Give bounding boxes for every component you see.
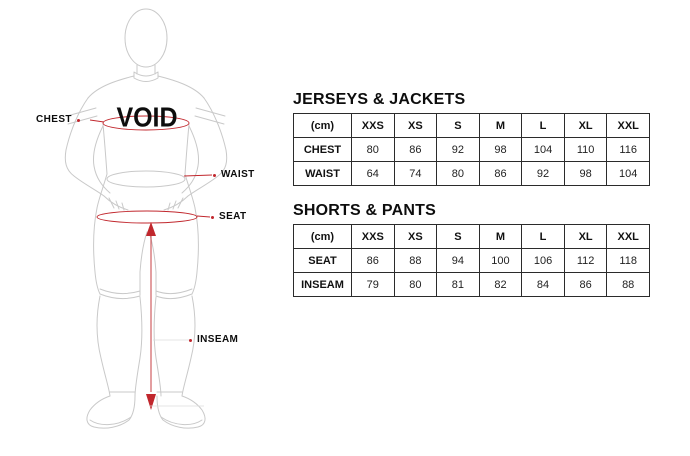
- value-cell: 104: [522, 138, 565, 162]
- value-cell: 86: [564, 273, 607, 297]
- size-header-cell: XL: [564, 114, 607, 138]
- size-header-cell: XXL: [607, 225, 650, 249]
- value-cell: 74: [394, 162, 437, 186]
- value-cell: 98: [479, 138, 522, 162]
- jersey-logo: VOID: [116, 101, 178, 134]
- value-cell: 80: [352, 138, 395, 162]
- value-cell: 79: [352, 273, 395, 297]
- measurement-label-cell: CHEST: [294, 138, 352, 162]
- size-tables-panel: [293, 91, 650, 313]
- value-cell: 86: [352, 249, 395, 273]
- chest-connector-line: [90, 120, 104, 122]
- body-outline-illustration: [0, 0, 280, 456]
- value-cell: 110: [564, 138, 607, 162]
- value-cell: 100: [479, 249, 522, 273]
- value-cell: 104: [607, 162, 650, 186]
- size-header-cell: XXL: [607, 114, 650, 138]
- value-cell: 64: [352, 162, 395, 186]
- shorts-pants-table: [293, 224, 650, 297]
- table-row: [294, 138, 650, 162]
- value-cell: 86: [479, 162, 522, 186]
- measurement-label-cell: WAIST: [294, 162, 352, 186]
- size-header-cell: XXS: [352, 225, 395, 249]
- inseam-arrowhead-up: [146, 222, 156, 236]
- body-outline: [65, 9, 226, 428]
- value-cell: 80: [437, 162, 480, 186]
- value-cell: 116: [607, 138, 650, 162]
- size-header-row: [294, 114, 650, 138]
- value-cell: 118: [607, 249, 650, 273]
- unit-header-cell: (cm): [294, 114, 352, 138]
- chest-label: [36, 114, 80, 126]
- value-cell: 82: [479, 273, 522, 297]
- unit-header-cell: (cm): [294, 225, 352, 249]
- measurement-marks: [90, 116, 212, 410]
- size-guide-figure: [0, 0, 280, 456]
- value-cell: 88: [607, 273, 650, 297]
- value-cell: 106: [522, 249, 565, 273]
- size-header-cell: XL: [564, 225, 607, 249]
- measurement-label-cell: SEAT: [294, 249, 352, 273]
- jerseys-jackets-table: [293, 113, 650, 186]
- size-header-cell: M: [479, 225, 522, 249]
- waist-label: [213, 169, 255, 181]
- jerseys-jackets-title: JERSEYS & JACKETS: [293, 91, 466, 108]
- inseam-label: [189, 334, 238, 346]
- value-cell: 81: [437, 273, 480, 297]
- shorts-pants-title: SHORTS & PANTS: [293, 202, 436, 219]
- waist-connector-line: [184, 175, 212, 176]
- value-cell: 94: [437, 249, 480, 273]
- size-header-cell: M: [479, 114, 522, 138]
- table-row: [294, 249, 650, 273]
- value-cell: 88: [394, 249, 437, 273]
- seat-dot-icon: [211, 216, 214, 219]
- table-row: [294, 273, 650, 297]
- chest-dot-icon: [77, 119, 80, 122]
- value-cell: 98: [564, 162, 607, 186]
- size-header-cell: XS: [394, 225, 437, 249]
- value-cell: 112: [564, 249, 607, 273]
- size-header-cell: XXS: [352, 114, 395, 138]
- size-header-cell: S: [437, 225, 480, 249]
- value-cell: 92: [522, 162, 565, 186]
- measurement-label-cell: INSEAM: [294, 273, 352, 297]
- waist-label-text: WAIST: [221, 169, 255, 180]
- seat-label-text: SEAT: [219, 211, 247, 222]
- size-header-cell: L: [522, 114, 565, 138]
- seat-measure-line: [97, 211, 197, 223]
- value-cell: 84: [522, 273, 565, 297]
- seat-label: [211, 211, 247, 223]
- size-header-cell: S: [437, 114, 480, 138]
- value-cell: 80: [394, 273, 437, 297]
- inseam-label-text: INSEAM: [197, 334, 239, 345]
- size-header-cell: XS: [394, 114, 437, 138]
- table-row: [294, 162, 650, 186]
- waist-dot-icon: [213, 174, 216, 177]
- chest-label-text: CHEST: [36, 114, 72, 125]
- inseam-dot-icon: [189, 339, 192, 342]
- value-cell: 86: [394, 138, 437, 162]
- seat-connector-line: [197, 216, 210, 217]
- inseam-arrowhead-down: [146, 394, 156, 410]
- size-header-row: [294, 225, 650, 249]
- value-cell: 92: [437, 138, 480, 162]
- size-header-cell: L: [522, 225, 565, 249]
